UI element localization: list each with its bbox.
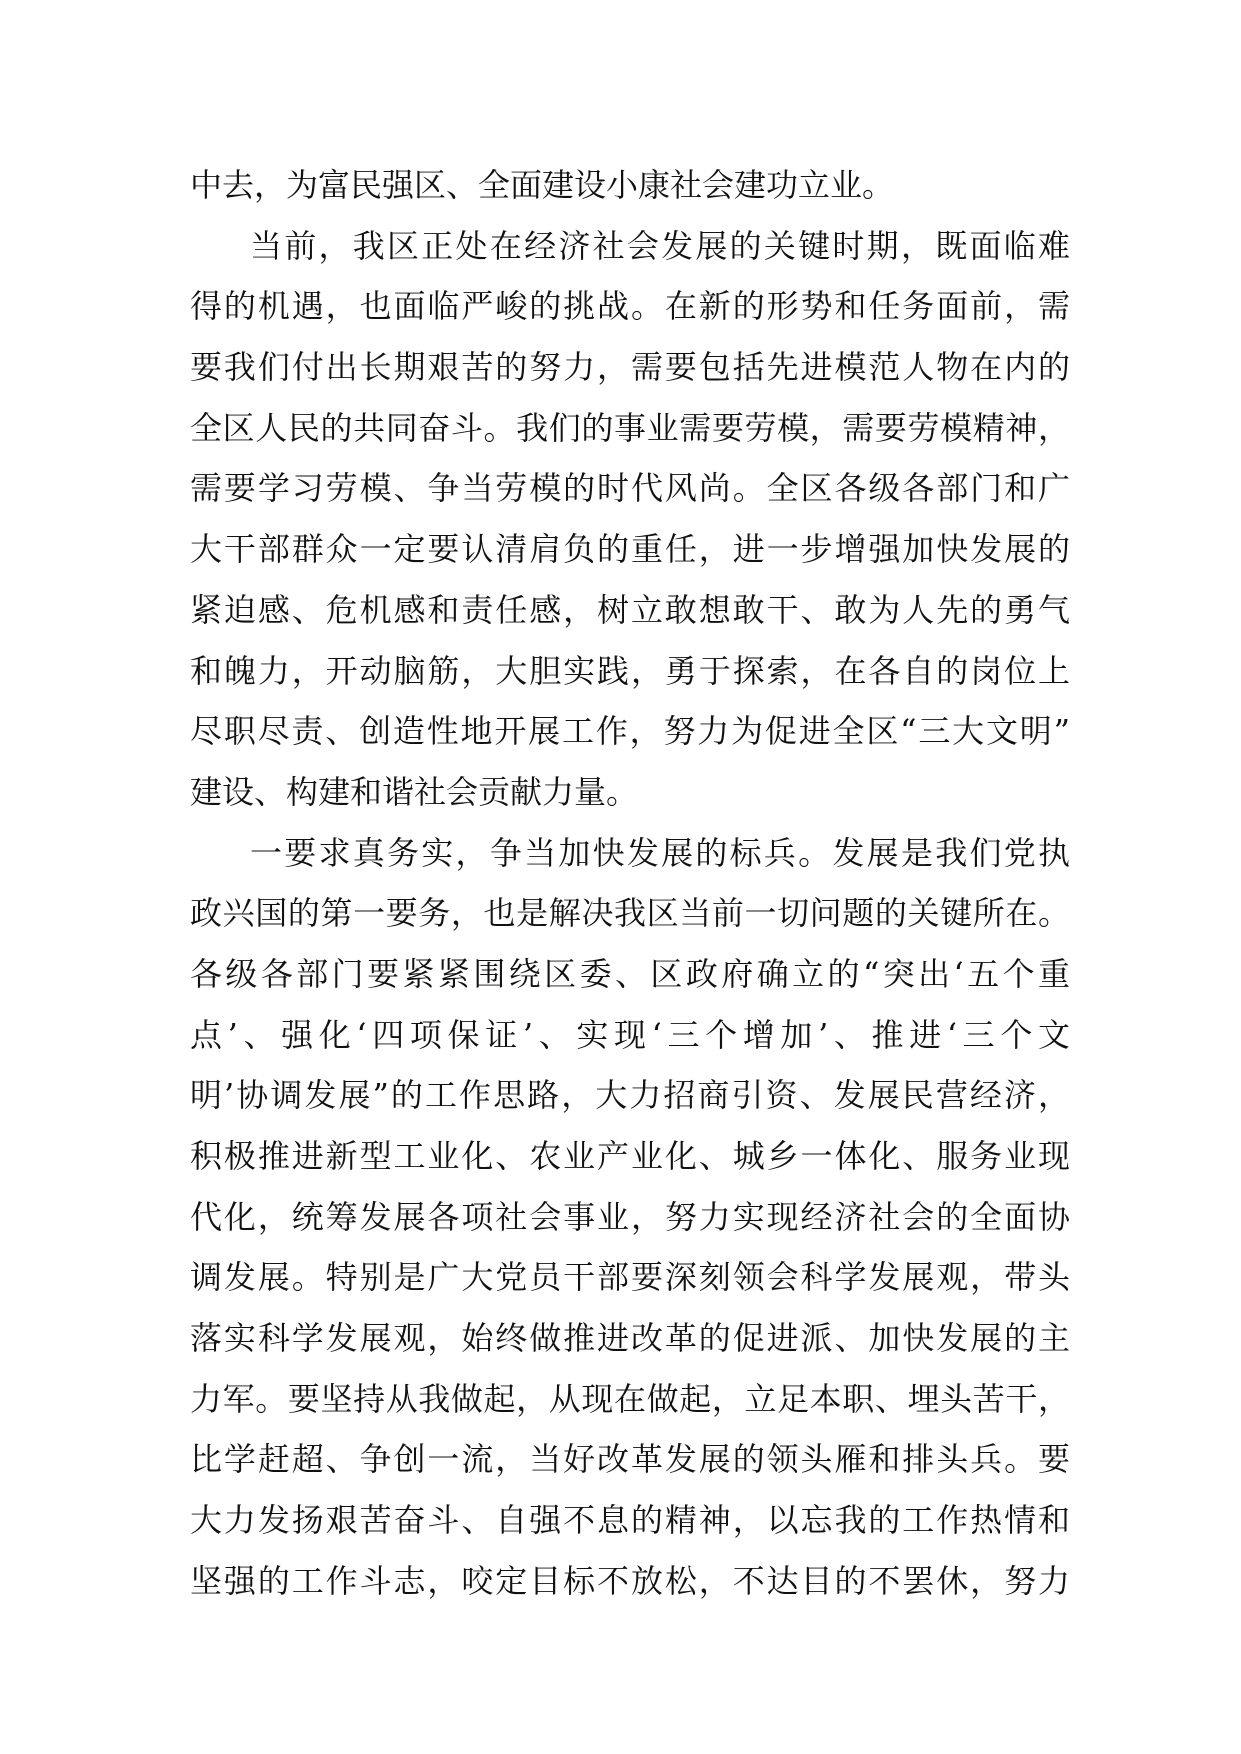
body-text (190, 155, 1070, 1612)
text-line: 尽职尽责、创造性地开展工作，努力为促进全区“三大文明” (190, 712, 1070, 751)
text-line: 中去，为富民强区、全面建设小康社会建功立业。 (190, 166, 895, 204)
text-line: 坚强的工作斗志，咬定目标不放松，不达目的不罢休，努力 (190, 1561, 1070, 1600)
text-line: 积极推进新型工业化、农业产业化、城乡一体化、服务业现 (190, 1137, 1070, 1175)
text-line: 紧迫感、危机感和责任感，树立敢想敢干、敢为人先的勇气 (190, 590, 1070, 629)
text-line: 大力发扬艰苦奋斗、自强不息的精神，以忘我的工作热情和 (190, 1501, 1070, 1540)
text-line: 大干部群众一定要认清肩负的重任，进一步增强加快发展的 (190, 530, 1070, 569)
text-line: 各级各部门要紧紧围绕区委、区政府确立的“突出‘五个重 (190, 954, 1070, 993)
text-line: 需要学习劳模、争当劳模的时代风尚。全区各级各部门和广 (190, 469, 1070, 508)
paragraph-start-line: 一要求真务实，争当加快发展的标兵。发展是我们党执 (250, 833, 1070, 872)
text-line: 落实科学发展观，始终做推进改革的促进派、加快发展的主 (190, 1319, 1070, 1358)
text-line: 和魄力，开动脑筋，大胆实践，勇于探索，在各自的岗位上 (190, 651, 1070, 690)
text-line: 调发展。特别是广大党员干部要深刻领会科学发展观，带头 (190, 1258, 1070, 1297)
text-line: 全区人民的共同奋斗。我们的事业需要劳模，需要劳模精神， (190, 408, 1070, 447)
text-line: 比学赶超、争创一流，当好改革发展的领头雁和排头兵。要 (190, 1440, 1070, 1479)
text-line: 政兴国的第一要务，也是解决我区当前一切问题的关键所在。 (190, 894, 1070, 933)
text-line: 建设、构建和谐社会贡献力量。 (190, 772, 639, 811)
text-line: 要我们付出长期艰苦的努力，需要包括先进模范人物在内的 (190, 348, 1070, 387)
text-line: 明’协调发展”的工作思路，大力招商引资、发展民营经济， (190, 1076, 1070, 1115)
text-line: 得的机遇，也面临严峻的挑战。在新的形势和任务面前，需 (190, 287, 1070, 326)
text-line: 点’、强化‘四项保证’、实现‘三个增加’、推进‘三个文 (190, 1015, 1070, 1054)
paragraph-start-line: 当前，我区正处在经济社会发展的关键时期，既面临难 (250, 226, 1070, 265)
text-line: 力军。要坚持从我做起，从现在做起，立足本职、埋头苦干， (190, 1379, 1070, 1418)
text-line: 代化，统筹发展各项社会事业，努力实现经济社会的全面协 (190, 1197, 1070, 1236)
